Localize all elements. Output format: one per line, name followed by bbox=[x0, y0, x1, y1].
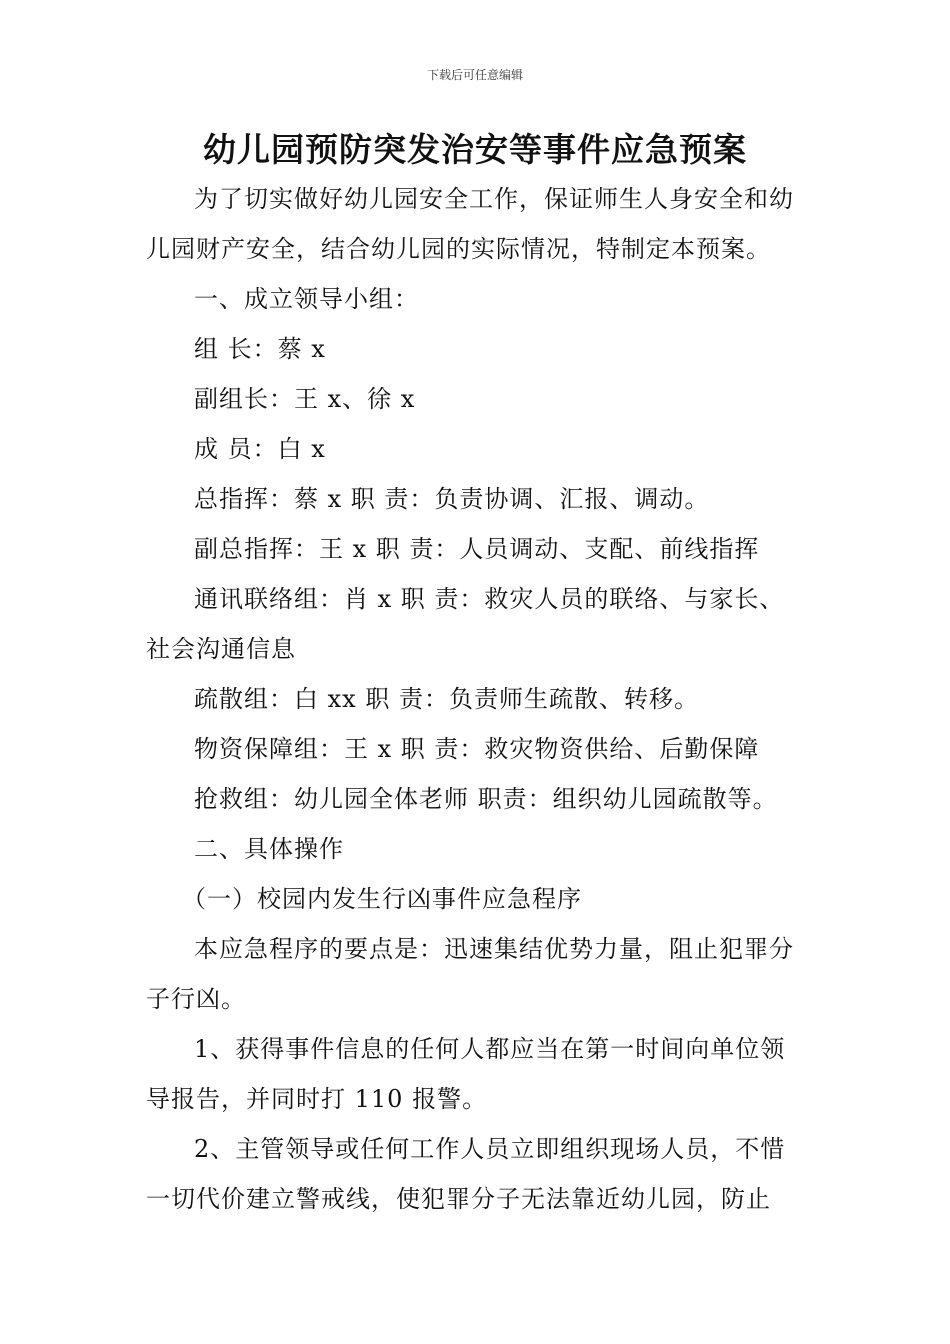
comms-group-paragraph: 通讯联络组：肖 x 职 责：救灾人员的联络、与家长、社会沟通信息 bbox=[146, 585, 785, 663]
section2-heading: 二、具体操作 bbox=[194, 835, 344, 863]
document-title: 幼儿园预防突发治安等事件应急预案 bbox=[203, 130, 747, 169]
step1-paragraph: 1、获得事件信息的任何人都应当在第一时间向单位领导报告，并同时打 110 报警。 bbox=[146, 1035, 786, 1113]
intro-paragraph: 为了切实做好幼儿园安全工作，保证师生人身安全和幼儿园财产安全，结合幼儿园的实际情况，特制定本预案。 bbox=[146, 185, 794, 263]
subsection1-heading: （一）校园内发生行凶事件应急程序 bbox=[182, 885, 582, 913]
header-note: 下载后可任意编辑 bbox=[426, 68, 523, 82]
section1-heading: 一、成立领导小组： bbox=[194, 285, 419, 313]
supply-group-line: 物资保障组：王 x 职 责：救灾物资供给、后勤保障 bbox=[194, 735, 760, 763]
evacuation-group-line: 疏散组：白 xx 职 责：负责师生疏散、转移。 bbox=[194, 685, 699, 713]
vice-commander-line: 副总指挥：王 x 职 责：人员调动、支配、前线指挥 bbox=[194, 535, 760, 563]
key-points-paragraph: 本应急程序的要点是：迅速集结优势力量，阻止犯罪分子行凶。 bbox=[146, 935, 794, 1013]
leader-line: 组 长：蔡 x bbox=[194, 335, 326, 363]
member-line: 成 员：白 x bbox=[194, 435, 326, 463]
commander-line: 总指挥：蔡 x 职 责：负责协调、汇报、调动。 bbox=[194, 485, 710, 513]
step2-paragraph: 2、主管领导或任何工作人员立即组织现场人员，不惜一切代价建立警戒线，使犯罪分子无法靠近幼儿园，防止 bbox=[146, 1135, 786, 1213]
vice-leader-line: 副组长：王 x、徐 x bbox=[194, 385, 416, 413]
rescue-group-line: 抢救组：幼儿园全体老师 职责：组织幼儿园疏散等。 bbox=[194, 785, 778, 813]
